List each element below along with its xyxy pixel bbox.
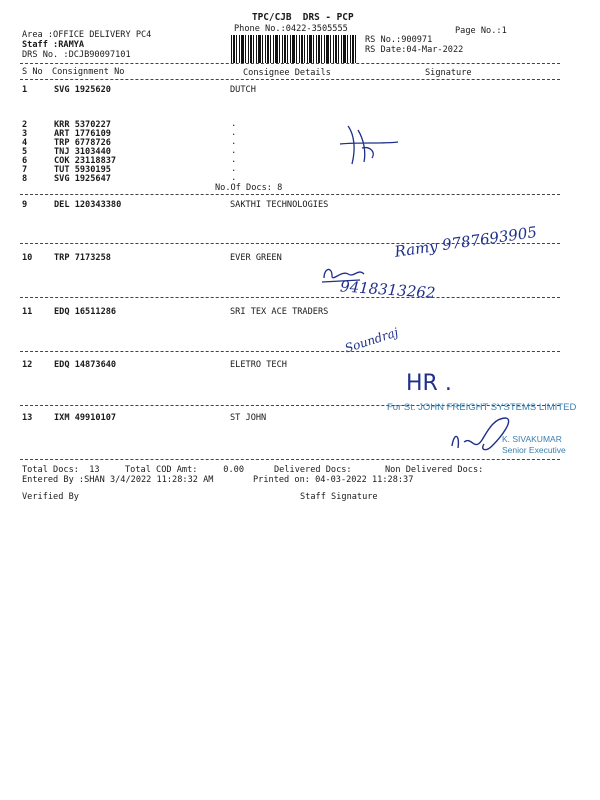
row-dot: .: [231, 137, 237, 147]
row-consignee: DUTCH: [230, 85, 256, 95]
stamp-name: K. SIVAKUMAR: [502, 434, 562, 444]
delivered-docs: Delivered Docs:: [274, 465, 352, 475]
row9-handwriting: [392, 222, 552, 262]
row-consignment: SVG 1925647: [54, 174, 111, 184]
col-consignee: Consignee Details: [243, 68, 331, 78]
entered-by: Entered By :SHAN 3/4/2022 11:28:32 AM: [22, 475, 214, 485]
row10-phone: 9418313262: [339, 277, 436, 303]
row-consignment: TRP 7173258: [54, 253, 111, 263]
row-consignment: TNJ 3103440: [54, 147, 111, 157]
row-consignee: SAKTHI TECHNOLOGIES: [230, 200, 329, 210]
row-consignee: ELETRO TECH: [230, 360, 287, 370]
staff-signature: Staff Signature: [300, 492, 378, 502]
row-sno: 1: [22, 85, 28, 95]
no-of-docs: No.Of Docs: 8: [215, 183, 283, 193]
row-dot: .: [231, 173, 237, 183]
row-dot: .: [231, 164, 237, 174]
staff-label: Staff :RAMYA: [22, 40, 85, 50]
row11-name: Soundraj: [343, 325, 400, 356]
row-consignment: EDQ 16511286: [54, 307, 117, 317]
divider: [20, 194, 560, 195]
row-consignment: TUT 5930195: [54, 165, 111, 175]
stamp-company: For St. JOHN FREIGHT SYSTEMS LIMITED: [387, 402, 577, 413]
row-sno: 2: [22, 120, 28, 130]
row12-mark: HR .: [406, 371, 452, 396]
phone-number: Phone No.:0422-3505555: [234, 24, 348, 34]
row-consignment: COK 23118837: [54, 156, 117, 166]
barcode: [231, 35, 356, 63]
row-sno: 13: [22, 413, 33, 423]
stamp-title: Senior Executive: [502, 445, 566, 455]
row-dot: .: [231, 155, 237, 165]
non-delivered-docs: Non Delivered Docs:: [385, 465, 484, 475]
rs-number: RS No.:900971: [365, 35, 433, 45]
row-sno: 11: [22, 307, 33, 317]
col-sno: S No: [22, 67, 43, 77]
col-consignment: Consignment No: [52, 67, 125, 77]
divider: [20, 351, 560, 352]
row-consignment: KRR 5370227: [54, 120, 111, 130]
row-consignment: SVG 1925620: [54, 85, 111, 95]
row9-phone: Ramy 9787693905: [393, 222, 538, 261]
divider: [20, 243, 560, 244]
row-sno: 7: [22, 165, 28, 175]
row-dot: .: [231, 128, 237, 138]
row12-handwriting: [402, 364, 492, 396]
row-sno: 12: [22, 360, 33, 370]
area-label: Area :OFFICE DELIVERY PC4: [22, 30, 152, 40]
row-sno: 4: [22, 138, 28, 148]
row-dot: .: [231, 119, 237, 129]
row-consignment: DEL 120343380: [54, 200, 122, 210]
divider: [20, 63, 560, 64]
row-consignment: ART 1776109: [54, 129, 111, 139]
col-signature: Signature: [425, 68, 472, 78]
divider: [20, 297, 560, 298]
document-title: TPC/CJB DRS - PCP: [252, 12, 354, 23]
row-consignment: EDQ 14873640: [54, 360, 117, 370]
row-sno: 5: [22, 147, 28, 157]
total-cod: Total COD Amt: 0.00: [125, 465, 244, 475]
page-number: Page No.:1: [455, 26, 507, 36]
row-sno: 10: [22, 253, 33, 263]
row-sno: 9: [22, 200, 28, 210]
row-sno: 3: [22, 129, 28, 139]
row-consignment: TRP 6778726: [54, 138, 111, 148]
total-docs: Total Docs: 13: [22, 465, 100, 475]
row-sno: 8: [22, 174, 28, 184]
signature-scribble: [330, 118, 415, 178]
row10-handwriting: [336, 276, 476, 306]
row-consignee: EVER GREEN: [230, 253, 282, 263]
row-dot: .: [231, 146, 237, 156]
row-consignment: IXM 49910107: [54, 413, 117, 423]
drs-number: DRS No. :DCJB90097101: [22, 50, 131, 60]
divider: [20, 459, 560, 460]
printed-on: Printed on: 04-03-2022 11:28:37: [253, 475, 414, 485]
row-consignee: SRI TEX ACE TRADERS: [230, 307, 329, 317]
divider: [20, 79, 560, 80]
rs-date: RS Date:04-Mar-2022: [365, 45, 464, 55]
verified-by: Verified By: [22, 492, 79, 502]
row-sno: 6: [22, 156, 28, 166]
row-consignee: ST JOHN: [230, 413, 267, 423]
